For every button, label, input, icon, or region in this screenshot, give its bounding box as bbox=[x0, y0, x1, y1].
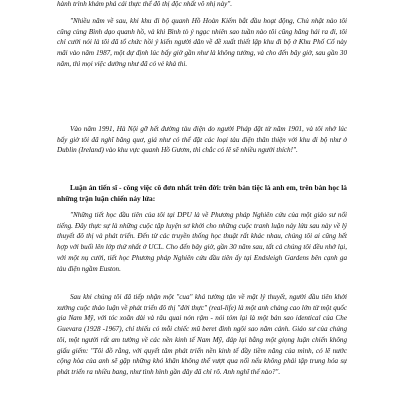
section-heading: Luận án tiến sĩ - công việc cô đơn nhất trên đời: trên bàn tiệc là anh em, trên bàn học là những trận luận chiến nảy lửa: bbox=[57, 183, 347, 203]
paragraph-research-methods: "Những tiết học đầu tiên của tôi tại DPU là về Phương pháp Nghiên cứu của một giáo sư nổi tiếng. Đây thực sự là những cuộc tập luyện sơ khởi cho những cuộc tranh luận nảy lửa sau này về lý thuyết đô thị và phát triển. Đến từ các truyền thống học thuật rất khác nhau, chúng tôi ai cũng hết hợp với buổi lên lớp thứ nhất ở UCL. Cho đến bây giờ, gần 30 năm sau, tất cả chúng tôi đều nhớ lại, với một nụ cười, tiết học Phương pháp Nghiên cứu đầu tiên ấy tại Endsleigh Gardens bên cạnh ga tàu điện ngầm Euston. bbox=[57, 211, 347, 273]
paragraph-continuation: hành trình khám phá cái thực thể đô thị độc nhất vô nhị này". bbox=[57, 0, 233, 8]
paragraph-debate: Sau khi chúng tôi đã tiếp nhận một "cua" khá tường tận về mặt lý thuyết, người đầu tiên khởi xướng cuộc thảo luận về phát triển đô thị "đời thực" (real-life) là một anh chàng cao lớn từ một quốc gia Nam Mỹ, với tóc xoăn dài và râu quai nón rậm - nói tóm lại là một bản sao identical của Che Guevara (1928 -1967), chỉ thiếu có mỗi chiếc mũ beret đình ngôi sao năm cánh. Giáo sư của chúng tôi, một người rất am tường về các nền kinh tế Nam Mỹ, đáp lại bằng một giọng luận chiến không giấu giếm: "Tôi đồ rằng, với quyết tâm phát triển nền kinh tế đầy tiềm năng của mình, có lẽ nước cộng hòa của anh sẽ gặp những khó khăn không thể vượt qua nổi nếu không phải tập trung hóa sự phát triển ra nhiều bang, như tình hình gần đây đã chỉ rõ. Anh nghĩ thế nào?". bbox=[57, 293, 347, 376]
paragraph-tram-1991: Vào năm 1991, Hà Nội gỡ hết đường tàu điện do người Pháp đặt từ năm 1901, và tôi nhớ lúc bấy giờ tôi đã nghĩ băng quơ, giá như có thể đặt các loại tàu điện thân thiện với khu đi bộ như ở Dublin (Ireland) vào khu vực quanh Hồ Gươm, thì chắc có lẽ sẽ nhiều người thích!". bbox=[57, 125, 347, 155]
document-page bbox=[57, 0, 347, 400]
paragraph-hoan-kiem-walking-street: "Nhiều năm về sau, khi khu đi bộ quanh Hồ Hoàn Kiếm bắt đầu hoạt động, Chủ nhật nào tôi cũng cùng Bình dạo quanh hồ, và khi Bình tò ý ngạc nhiên sao tuần nào tôi cũng hăng hái ra đi, tôi chỉ cười nói là tôi đã tổ chức hồi ý kiến người dân về đề xuất thiết lập khu đi bộ ở Khu Phố Cổ này mãi vào năm 1987, một dự định lúc bấy giờ gần như là không tưởng, và cho đến bây giờ, sau gần 30 năm, thì mọi việc dường như đã có vẻ khả thi. bbox=[57, 17, 347, 68]
